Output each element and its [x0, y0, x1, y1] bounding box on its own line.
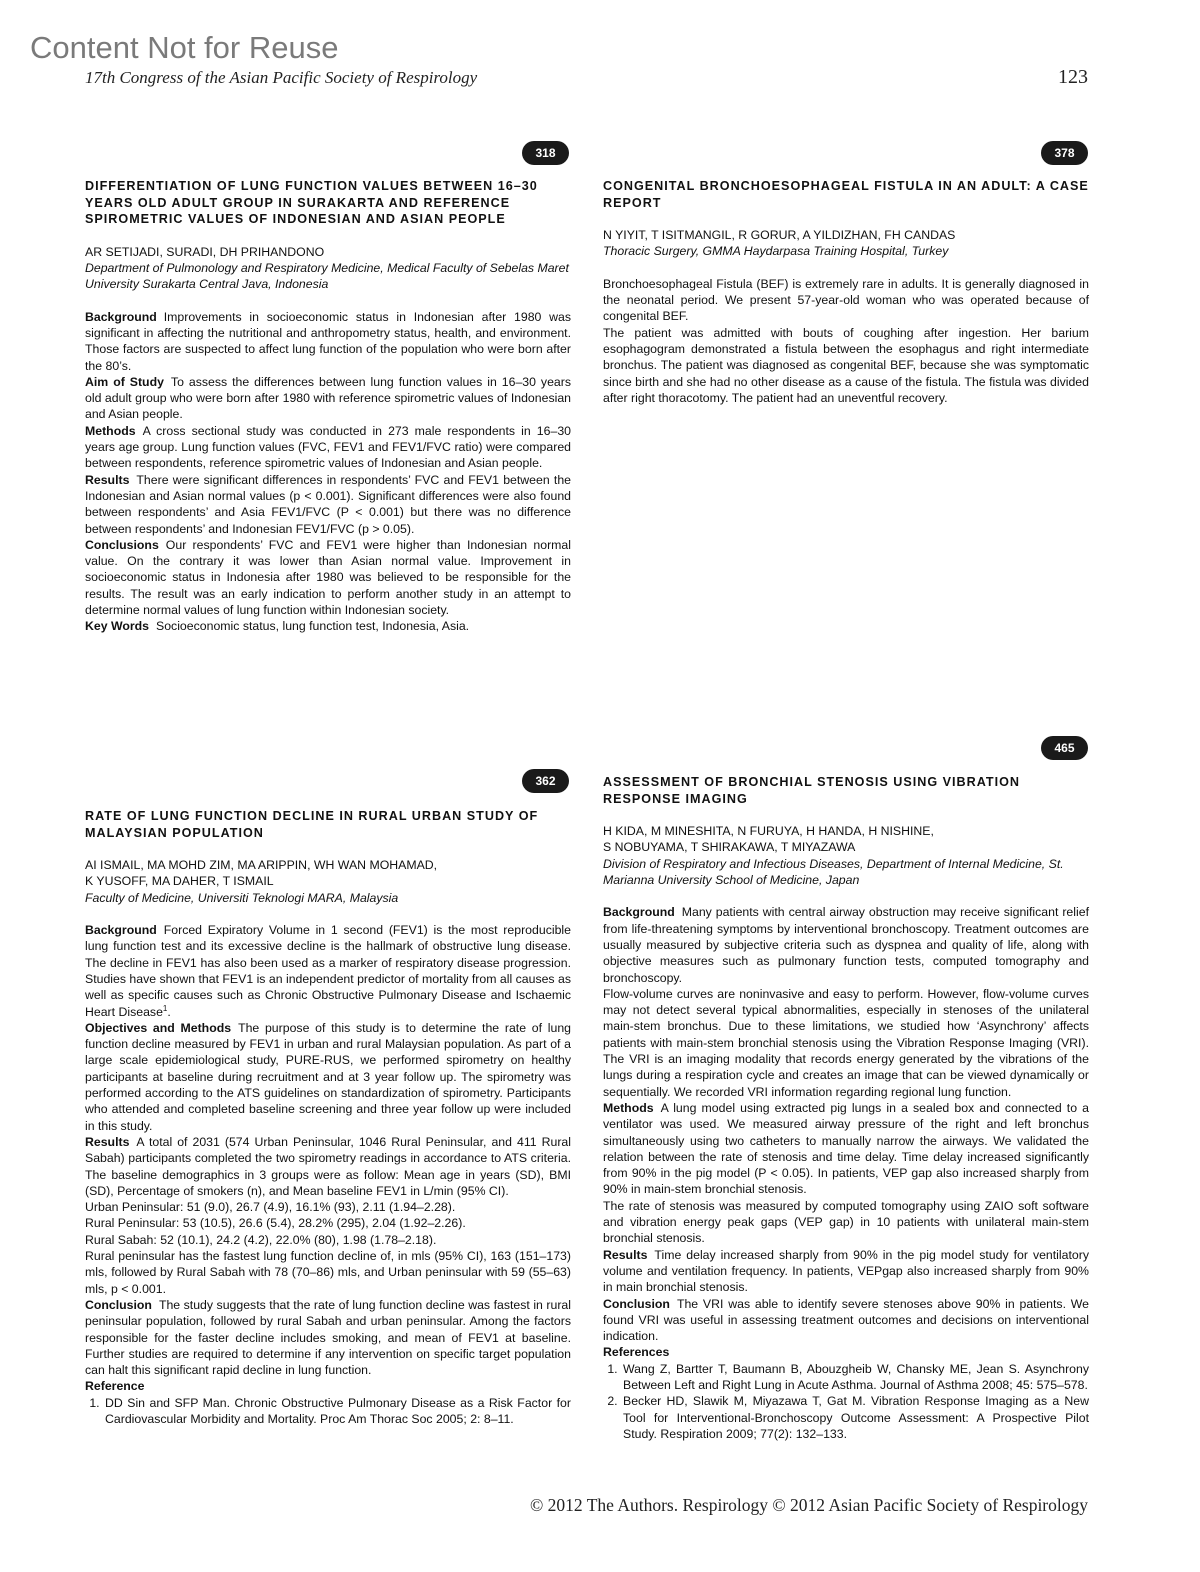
abstract-378	[603, 178, 1089, 406]
section-results	[603, 1247, 1089, 1296]
section-label: Aim of Study	[85, 374, 164, 389]
section-label: Conclusions	[85, 537, 159, 552]
abstract-465	[603, 774, 1089, 1442]
abstract-number-badge: 362	[522, 769, 569, 793]
reference-item: 1. Wang Z, Bartter T, Baumann B, Abouzgheib W, Chansky ME, Jean S. Asynchrony Between Left and Right Lung in Acute Asthma. Journal of Asthma 2008; 45: 575–578.	[621, 1361, 1089, 1394]
section-background	[85, 309, 571, 374]
section-methods	[85, 423, 571, 472]
section-text: There were significant differences in respondents’ FVC and FEV1 between the Indonesian and Asian normal values (p < 0.001). Significant differences were also found between respondents’ and Asia FEV1/FVC (P < 0.001) but there was no difference between respondents’ and Indonesian FEV1/FVC (p > 0.05).	[85, 472, 571, 536]
reference-heading: References	[603, 1345, 670, 1360]
abstract-body	[85, 309, 571, 635]
section-text: Time delay increased sharply from 90% in the pig model study for ventilatory volume and ventilation frequency. In patients, VEPgap also increased sharply from 90% in main bronchial stenosis.	[603, 1247, 1089, 1295]
abstract-affiliation: Department of Pulmonology and Respiratory Medicine, Medical Faculty of Sebelas Maret University Surakarta Central Java, Indonesia	[85, 261, 569, 292]
section-conclusion	[85, 1297, 571, 1378]
abstract-number-badge: 378	[1041, 141, 1088, 165]
paragraph: The rate of stenosis was measured by computed tomography using ZAIO soft software and vibration energy peak gaps (VEP gap) in 10 patients with unilateral main-stem bronchial stenosis.	[603, 1198, 1089, 1246]
section-text: Socioeconomic status, lung function test, Indonesia, Asia.	[156, 619, 470, 634]
section-background	[85, 922, 571, 1020]
abstract-body	[603, 276, 1089, 406]
section-objectives-methods	[85, 1020, 571, 1134]
section-label: Results	[603, 1247, 648, 1262]
authors-line: S NOBUYAMA, T SHIRAKAWA, T MIYAZAWA	[603, 840, 856, 855]
abstract-362	[85, 808, 571, 1427]
reference-list	[85, 1395, 571, 1428]
section-text: Forced Expiratory Volume in 1 second (FEV1) is the most reproducible lung function test and its excessive decline is the hallmark of obstructive lung disease. The decline in FEV1 has also been used as a marker of respiratory disease progression. Studies have shown that FEV1 is an independent predictor of mortality from all causes as well as specific causes such as Chronic Obstructive Pulmonary Disease and Ischaemic Heart Disease	[85, 923, 571, 1019]
section-label: Background	[85, 923, 157, 938]
section-results	[85, 1134, 571, 1199]
abstract-authors: N YIYIT, T ISITMANGIL, R GORUR, A YILDIZHAN, FH CANDAS	[603, 228, 956, 243]
result-line: Rural Peninsular: 53 (10.5), 26.6 (5.4), 28.2% (295), 2.04 (1.92–2.26).	[85, 1216, 466, 1231]
section-results	[85, 472, 571, 537]
section-label: Methods	[603, 1100, 654, 1115]
section-label: Background	[603, 905, 675, 920]
abstract-affiliation: Division of Respiratory and Infectious Diseases, Department of Internal Medicine, St. Marianna University School of Medicine, Japan	[603, 856, 1064, 888]
abstract-authors	[85, 857, 571, 890]
section-label: Results	[85, 1134, 130, 1149]
watermark: Content Not for Reuse	[30, 30, 339, 65]
abstract-authors	[603, 823, 1089, 856]
abstract-318	[85, 178, 571, 635]
copyright-footer: © 2012 The Authors. Respirology © 2012 Asian Pacific Society of Respirology	[529, 1495, 1088, 1515]
running-head: 17th Congress of the Asian Pacific Society of Respirology	[85, 68, 478, 87]
reference-item: 1. DD Sin and SFP Man. Chronic Obstructive Pulmonary Disease as a Risk Factor for Cardiovascular Morbidity and Mortality. Proc Am Thorac Soc 2005; 2: 8–11.	[103, 1395, 571, 1428]
paragraph: The patient was admitted with bouts of coughing after ingestion. Her barium esophagogram demonstrated a fistula between the esophagus and right intermediate bronchus. The patient was diagnosed as congenital BEF, because she was symptomatic since birth and she had no other disease as a cause of the fistula. The fistula was divided after right thoracotomy. The patient had an uneventful recovery.	[603, 325, 1089, 405]
section-label: Conclusion	[85, 1297, 152, 1312]
section-text: A lung model using extracted pig lungs in a sealed box and connected to a ventilator was used. We measured airway pressure of the right and left bronchus simultaneously using two catheters to manually narrow the airways. We validated the relation between the rate of stenosis and time delay. Time delay increased significantly from 90% in the pig model (P < 0.05). In patients, VEP gap also increased sharply from 90% in main-stem bronchial stenosis.	[603, 1100, 1089, 1197]
authors-line: AI ISMAIL, MA MOHD ZIM, MA ARIPPIN, WH WAN MOHAMAD,	[85, 858, 438, 873]
abstract-title: CONGENITAL BRONCHOESOPHAGEAL FISTULA IN AN ADULT: A CASE REPORT	[603, 179, 1089, 210]
section-text: The VRI was able to identify severe stenoses above 90% in patients. We found VRI was useful in assessing treatment outcomes and decisions on interventional indication.	[603, 1296, 1089, 1344]
result-line: Urban Peninsular: 51 (9.0), 26.7 (4.9), 16.1% (93), 2.11 (1.94–2.28).	[85, 1200, 456, 1215]
section-text: Many patients with central airway obstruction may receive significant relief from life-threatening symptoms by interventional bronchoscopy. Treatment outcomes are usually measured by subjective criteria such as dyspnea and quality of life, along with objective measures such as pulmonary function tests, computed tomography and bronchoscopy.	[603, 905, 1089, 985]
section-text: Our respondents’ FVC and FEV1 were higher than Indonesian normal value. On the contrary it was lower than Asian normal value. Improvement in socioeconomic status in Indonesia after 1980 was believed to be responsible for the results. The result was an early indication to perform another study in an attempt to determine normal values of lung function within Indonesian society.	[85, 537, 571, 618]
reference-heading: Reference	[85, 1379, 145, 1394]
abstract-title: ASSESSMENT OF BRONCHIAL STENOSIS USING VIBRATION RESPONSE IMAGING	[603, 775, 1020, 806]
section-conclusion	[603, 1296, 1089, 1345]
citation-marker: 1	[162, 1003, 168, 1013]
section-label: Results	[85, 472, 130, 487]
section-text: A cross sectional study was conducted in 273 male respondents in 16–30 years age group. Lung function values (FVC, FEV1 and FEV1/FVC ratio) were compared between respondents, reference spirometric values of Indonesian and Asian people.	[85, 423, 571, 471]
section-text: Improvements in socioeconomic status in Indonesian after 1980 was significant in affecting the nutritional and anthropometry status, health, and environment. Those factors are suspected to affect lung function of the population who were born after the 80’s.	[85, 309, 571, 373]
section-label: Background	[85, 309, 157, 324]
section-text: To assess the differences between lung function values in 16–30 years old adult group who were born after 1980 with reference spirometric values of Indonesian and Asian people.	[85, 374, 571, 422]
paragraph: Flow-volume curves are noninvasive and easy to perform. However, flow-volume curves may not detect several typical abnormalities, especially in stenoses of the unilateral main-stem bronchus. Due to these limitations, we studied how ‘Asynchrony’ affects patients with main-stem bronchial stenosis using the Vibration Response Imaging (VRI). The VRI is an imaging modality that records energy generated by the vibrations of the lungs during a respiration cycle and creates an image that can be viewed dynamically or sequentially. We recorded VRI information regarding regional lung function.	[603, 986, 1089, 1099]
section-keywords	[85, 618, 571, 634]
abstract-affiliation: Thoracic Surgery, GMMA Haydarpasa Training Hospital, Turkey	[603, 244, 949, 259]
authors-line: H KIDA, M MINESHITA, N FURUYA, H HANDA, H NISHINE,	[603, 824, 934, 839]
abstract-authors: AR SETIJADI, SURADI, DH PRIHANDONO	[85, 244, 325, 259]
section-methods	[603, 1100, 1089, 1198]
abstract-body	[85, 922, 571, 1427]
result-line: Rural peninsular has the fastest lung function decline of, in mls (95% CI), 163 (151–173) mls, followed by Rural Sabah with 78 (70–86) mls, and Urban peninsular with 59 (55–63) mls, p < 0.001.	[85, 1249, 571, 1296]
section-text: The study suggests that the rate of lung function decline was fastest in rural peninsular population, followed by rural Sabah and urban peninsular. Among the factors responsible for the faster decline includes smoking, and mean of FEV1 at baseline. Further studies are required to determine if any intervention on specific target population can halt this significant rapid decline in lung function.	[85, 1297, 571, 1378]
section-aim	[85, 374, 571, 423]
reference-item: 2. Becker HD, Slawik M, Miyazawa T, Gat M. Vibration Response Imaging as a New Tool for Interventional-Bronchoscopy Outcome Assessment: A Prospective Pilot Study. Respiration 2009; 77(2): 132–133.	[621, 1393, 1089, 1442]
section-text: A total of 2031 (574 Urban Peninsular, 1046 Rural Peninsular, and 411 Rural Sabah) participants completed the two spirometry readings in accordance to ATS criteria. The baseline demographics in 3 groups were as follow: Mean age in years (SD), BMI (SD), Percentage of smokers (n), and Mean baseline FEV1 in L/min (95% CI).	[85, 1134, 571, 1198]
section-background	[603, 904, 1089, 985]
section-conclusions	[85, 537, 571, 618]
abstract-body	[603, 904, 1089, 1442]
section-label: Conclusion	[603, 1296, 670, 1311]
section-text-end: .	[167, 1004, 171, 1019]
abstract-number-badge: 318	[522, 141, 569, 165]
authors-line: K YUSOFF, MA DAHER, T ISMAIL	[85, 874, 274, 889]
result-line: Rural Sabah: 52 (10.1), 24.2 (4.2), 22.0% (80), 1.98 (1.78–2.18).	[85, 1232, 437, 1247]
page-number: 123	[1058, 66, 1088, 88]
paragraph: Bronchoesophageal Fistula (BEF) is extremely rare in adults. It is generally diagnosed in the neonatal period. We present 57-year-old woman who was operated because of congenital BEF.	[603, 276, 1089, 324]
abstract-number-badge: 465	[1041, 736, 1088, 760]
abstract-title: DIFFERENTIATION OF LUNG FUNCTION VALUES BETWEEN 16–30 YEARS OLD ADULT GROUP IN SURAKARTA AND REFERENCE SPIROMETRIC VALUES OF INDONESIAN AND ASIAN PEOPLE	[85, 179, 538, 227]
section-label: Methods	[85, 423, 136, 438]
abstract-affiliation: Faculty of Medicine, Universiti Teknologi MARA, Malaysia	[85, 890, 399, 905]
section-label: Key Words	[85, 619, 150, 634]
reference-list	[603, 1361, 1089, 1442]
section-label: Objectives and Methods	[85, 1020, 232, 1035]
section-text: The purpose of this study is to determine the rate of lung function decline measured by FEV1 in urban and rural Malaysian population. As part of a large scale epidemiological study, PURE-RUS, we performed spirometry on healthy participants at baseline during recruitment and at 3 year follow up. The spirometry was performed according to the ATS guidelines on standardization of spirometry. Participants who attended and completed baseline screening and three year follow up were included in this study.	[85, 1020, 571, 1133]
abstract-title: RATE OF LUNG FUNCTION DECLINE IN RURAL URBAN STUDY OF MALAYSIAN POPULATION	[85, 809, 539, 840]
